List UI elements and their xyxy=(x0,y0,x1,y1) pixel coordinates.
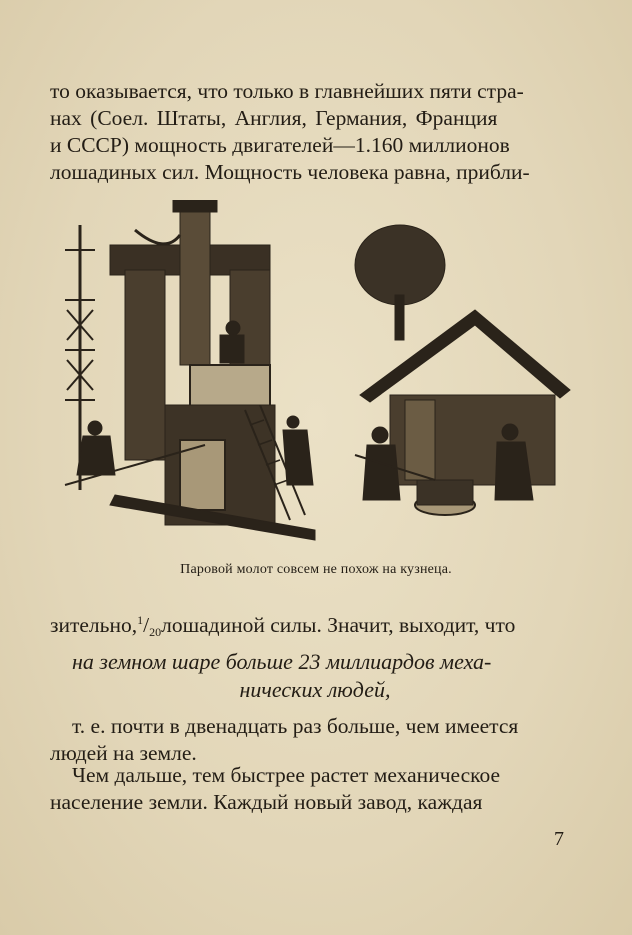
fraction-denominator: 20 xyxy=(149,625,162,639)
text-fragment: зительно, xyxy=(50,613,138,637)
text-line: людей на земле. xyxy=(50,741,197,765)
text-line: население земли. Каждый новый завод, каждая xyxy=(50,790,483,814)
text-line: и СССР) мощность двигателей—1.160 миллионов xyxy=(50,133,510,157)
text-line: нах (Соел. Штаты, Англия, Германия, Франция xyxy=(50,106,498,130)
paragraph-middle xyxy=(50,607,580,646)
text-line xyxy=(50,607,580,646)
text-line: лошадиных сил. Мощность человека равна, прибли- xyxy=(50,160,530,184)
emphasized-statement xyxy=(50,648,580,704)
text-line: то оказывается, что только в главнейших пяти стра- xyxy=(50,79,524,103)
fraction-numerator: 1 xyxy=(137,613,144,627)
steam-hammer-and-smithy-illustration xyxy=(55,200,575,545)
text-line: т. е. почти в двенадцать раз больше, чем имеется xyxy=(72,714,519,738)
page-number: 7 xyxy=(554,828,564,850)
illustration-caption: Паровой молот совсем не похож на кузнеца. xyxy=(180,562,452,577)
paragraph-top xyxy=(50,78,580,186)
text-line: Чем дальше, тем быстрее растет механическое xyxy=(72,763,501,787)
fraction-slash: / xyxy=(143,613,150,637)
paragraph-continuation xyxy=(50,713,580,767)
text-line: на земном шаре больше 23 миллиардов меха- xyxy=(72,649,492,674)
text-fragment: лошадиной силы. Значит, выходит, что xyxy=(161,613,516,637)
text-line: нических людей, xyxy=(239,677,391,702)
paragraph-bottom xyxy=(50,762,580,816)
